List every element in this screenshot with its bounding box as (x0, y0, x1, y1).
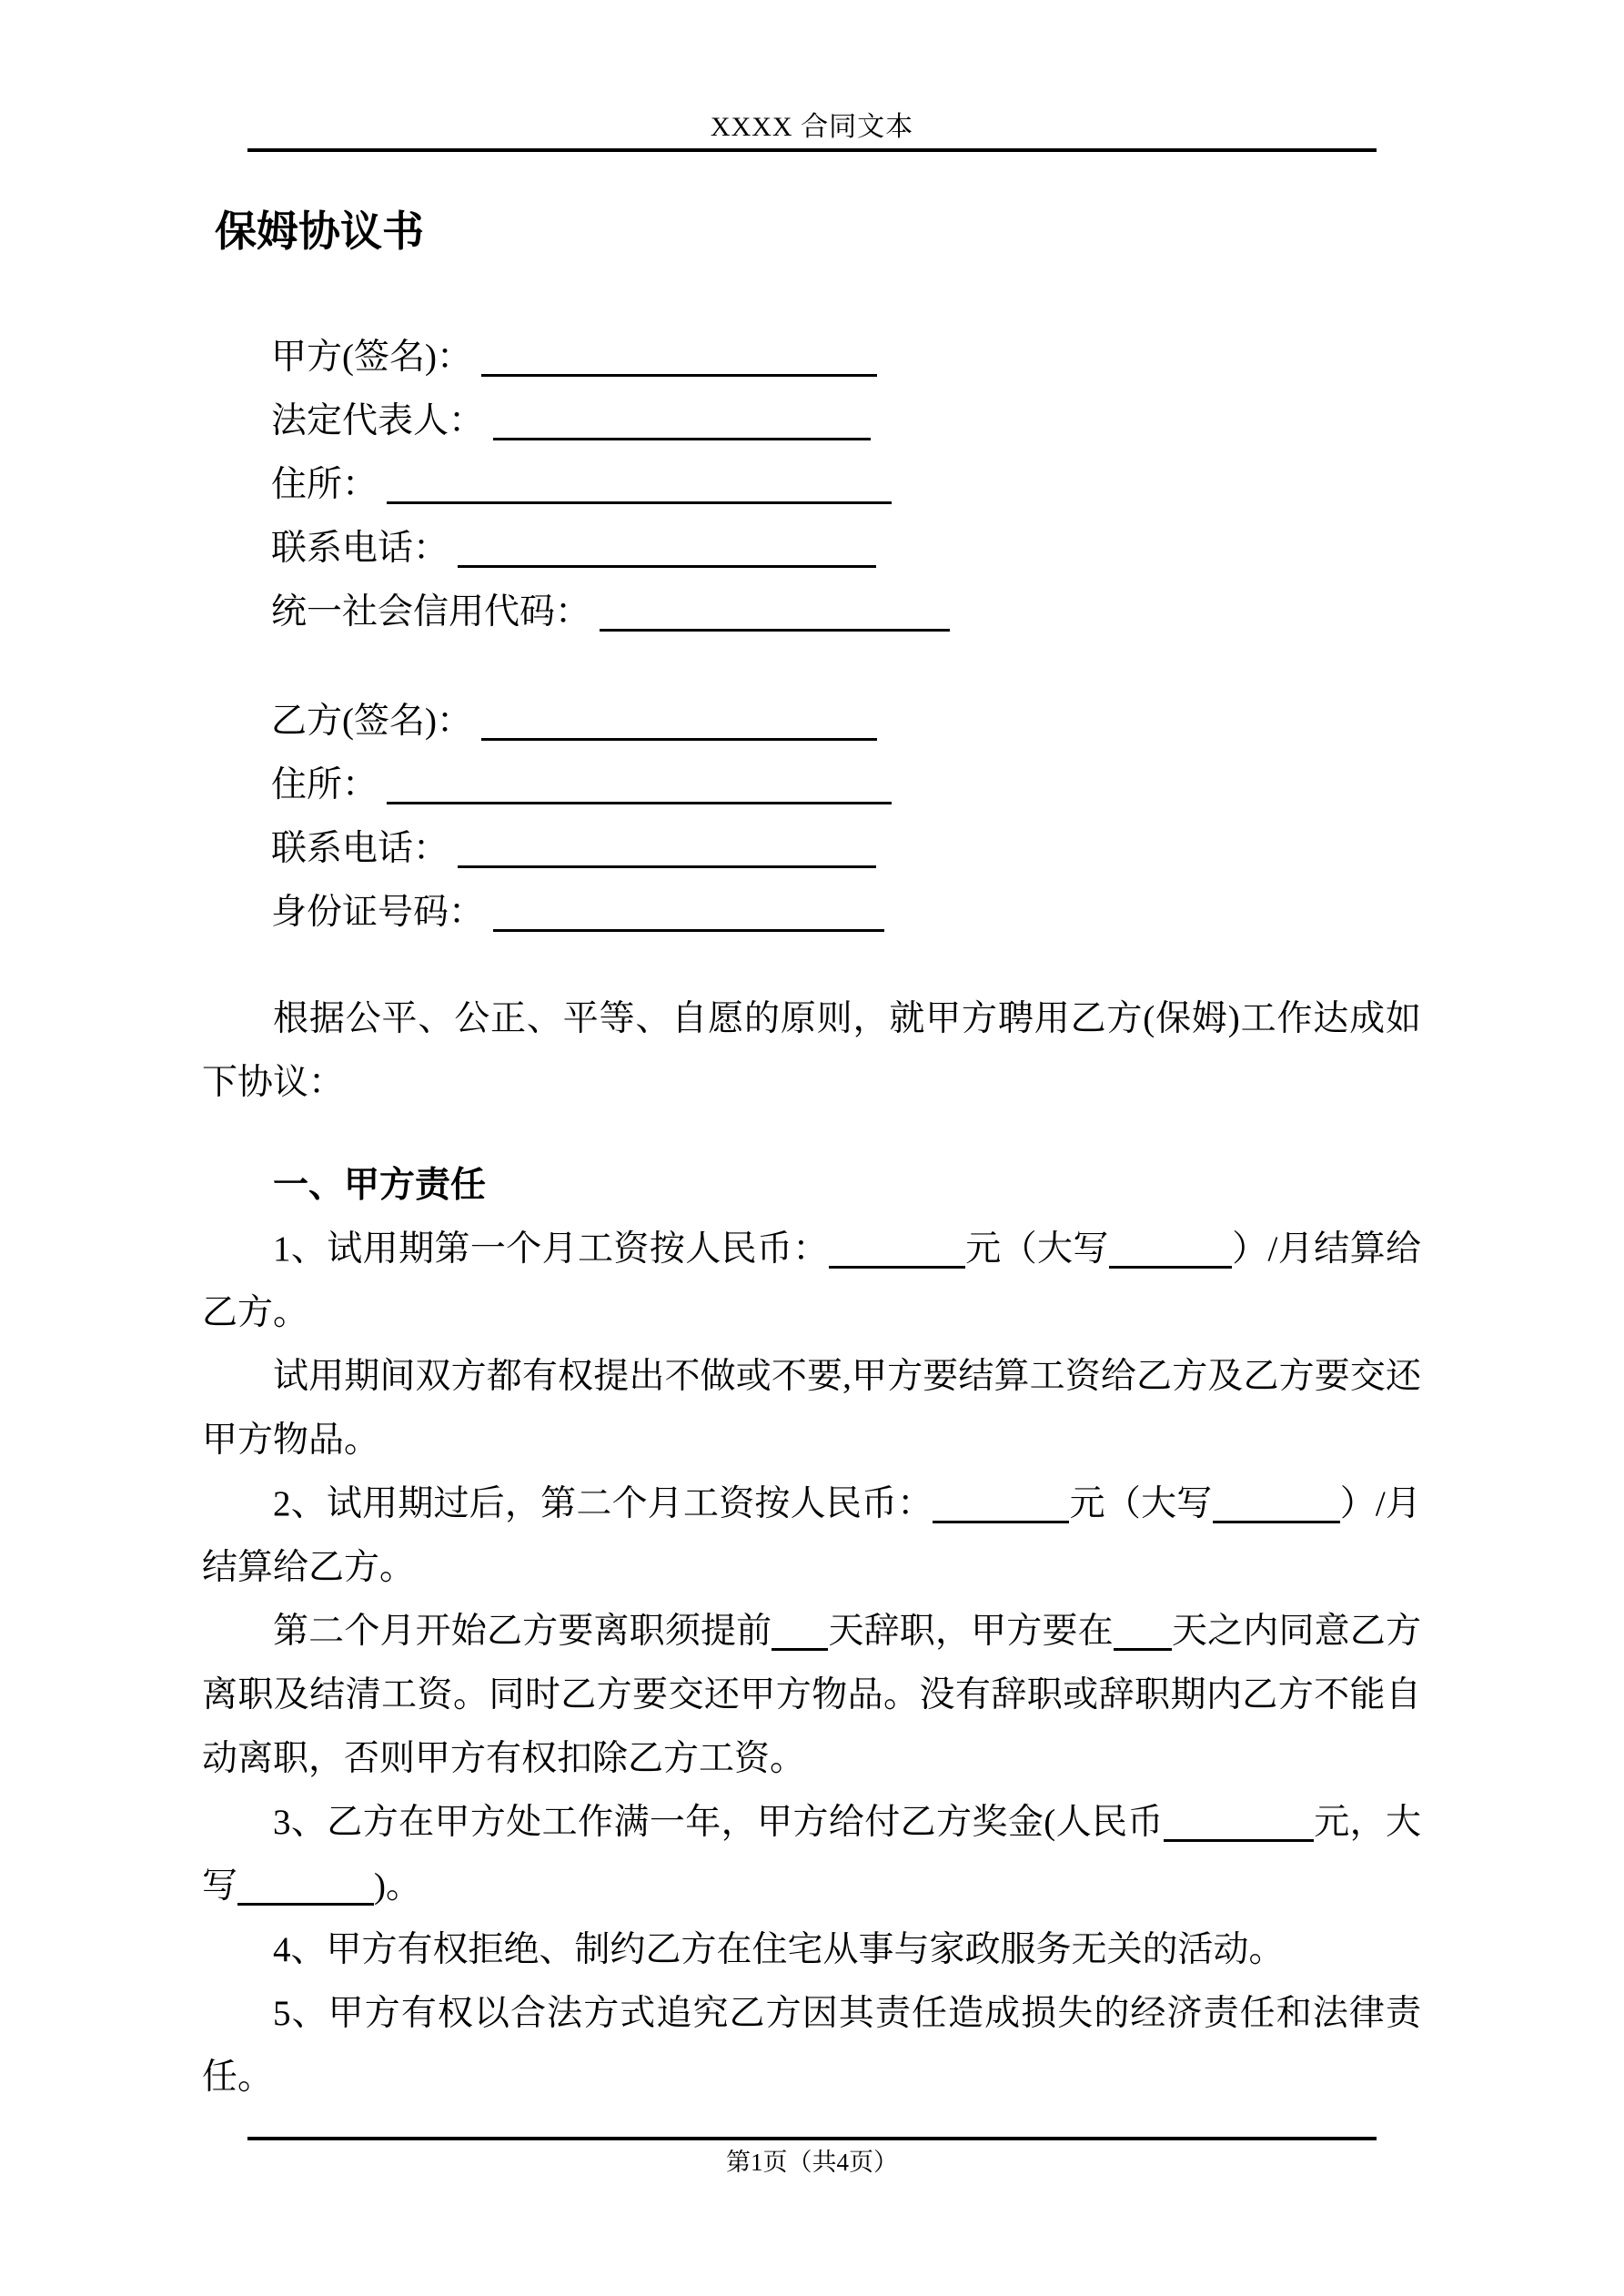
party-a-field-row (202, 326, 1421, 389)
party-a-fields (202, 326, 1421, 644)
party-a-field-row (202, 581, 1421, 644)
blank-line (829, 1228, 965, 1269)
blank-line (493, 400, 871, 440)
party-b-field-row (202, 754, 1421, 817)
party-b-field-row (202, 817, 1421, 881)
text-run: 天之内同意乙方离职及结清工资。同时乙方要交还甲方物品。没有辞职或辞职期内乙方不能自动离职，否则甲方有权扣除乙方工资。 (202, 1612, 1421, 1778)
party-a-field-label: 联系电话： (271, 529, 449, 568)
text-run: 4、甲方有权拒绝、制约乙方在住宅从事与家政服务无关的活动。 (273, 1930, 1285, 1969)
blank-line (1114, 1610, 1172, 1651)
party-b-field-row (202, 690, 1421, 754)
party-a-field-row (202, 517, 1421, 581)
blank-line (1109, 1228, 1232, 1269)
item-1 (202, 1218, 1421, 1345)
blank-line (387, 764, 892, 804)
text-run: 元（大写 (1069, 1484, 1213, 1523)
blank-line (458, 527, 876, 568)
text-run: ）/月结算给乙方。 (202, 1484, 1421, 1587)
party-b-field-row (202, 881, 1421, 945)
text-run: ）/月结算给乙方。 (202, 1229, 1421, 1332)
party-b-field-label: 身份证号码： (271, 893, 485, 932)
party-b-field-label: 乙方(签名)： (271, 702, 472, 741)
party-a-field-label: 甲方(签名)： (271, 338, 472, 377)
document-body (202, 204, 1421, 2109)
text-run: 元（大写 (964, 1229, 1109, 1269)
blank-line (1164, 1801, 1314, 1842)
header-rule (247, 148, 1377, 152)
section-1-body (202, 1218, 1421, 2109)
item-1-note (202, 1345, 1421, 1472)
blank-line (1213, 1482, 1340, 1523)
section-1-heading: 一、甲方责任 (273, 1166, 487, 1205)
text-run: 1、试用期第一个月工资按人民币： (273, 1229, 829, 1269)
party-b-fields (202, 690, 1421, 945)
blank-line (493, 891, 884, 932)
running-header-text: XXXX 合同文本 (710, 112, 914, 142)
party-a-field-row (202, 389, 1421, 453)
blank-line (458, 827, 876, 868)
text-run: 天辞职，甲方要在 (828, 1612, 1114, 1651)
party-a-field-label: 住所： (271, 465, 378, 504)
text-run: 5、甲方有权以合法方式追究乙方因其责任造成损失的经济责任和法律责任。 (202, 1994, 1421, 2097)
text-run: 3、乙方在甲方处工作满一年，甲方给付乙方奖金(人民币 (273, 1803, 1164, 1842)
blank-line (933, 1482, 1069, 1523)
party-a-field-row (202, 453, 1421, 517)
blank-line (772, 1610, 828, 1651)
document-title: 保姆协议书 (215, 207, 424, 255)
item-5 (202, 1982, 1421, 2109)
text-run: 2、试用期过后，第二个月工资按人民币： (273, 1484, 933, 1523)
blank-line (237, 1865, 374, 1906)
item-3 (202, 1791, 1421, 1918)
blank-line (387, 463, 892, 504)
blank-line (600, 591, 950, 632)
party-b-field-label: 住所： (271, 765, 378, 804)
text-run: 第二个月开始乙方要离职须提前 (273, 1612, 772, 1651)
item-2-note (202, 1600, 1421, 1791)
blank-line (481, 336, 877, 377)
text-run: 试用期间双方都有权提出不做或不要,甲方要结算工资给乙方及乙方要交还甲方物品。 (202, 1357, 1421, 1460)
intro-paragraph: 根据公平、公正、平等、自愿的原则，就甲方聘用乙方(保姆)工作达成如下协议： (202, 999, 1421, 1102)
party-a-field-label: 统一社会信用代码： (271, 592, 591, 632)
item-4 (202, 1918, 1421, 1982)
text-run: )。 (374, 1866, 422, 1906)
party-b-field-label: 联系电话： (271, 829, 449, 868)
item-2 (202, 1472, 1421, 1600)
text-run: 元，大写 (202, 1803, 1421, 1906)
page-number: 第1页（共4页） (726, 2149, 898, 2176)
footer-rule (247, 2137, 1377, 2140)
blank-line (481, 700, 877, 741)
party-a-field-label: 法定代表人： (271, 401, 485, 440)
